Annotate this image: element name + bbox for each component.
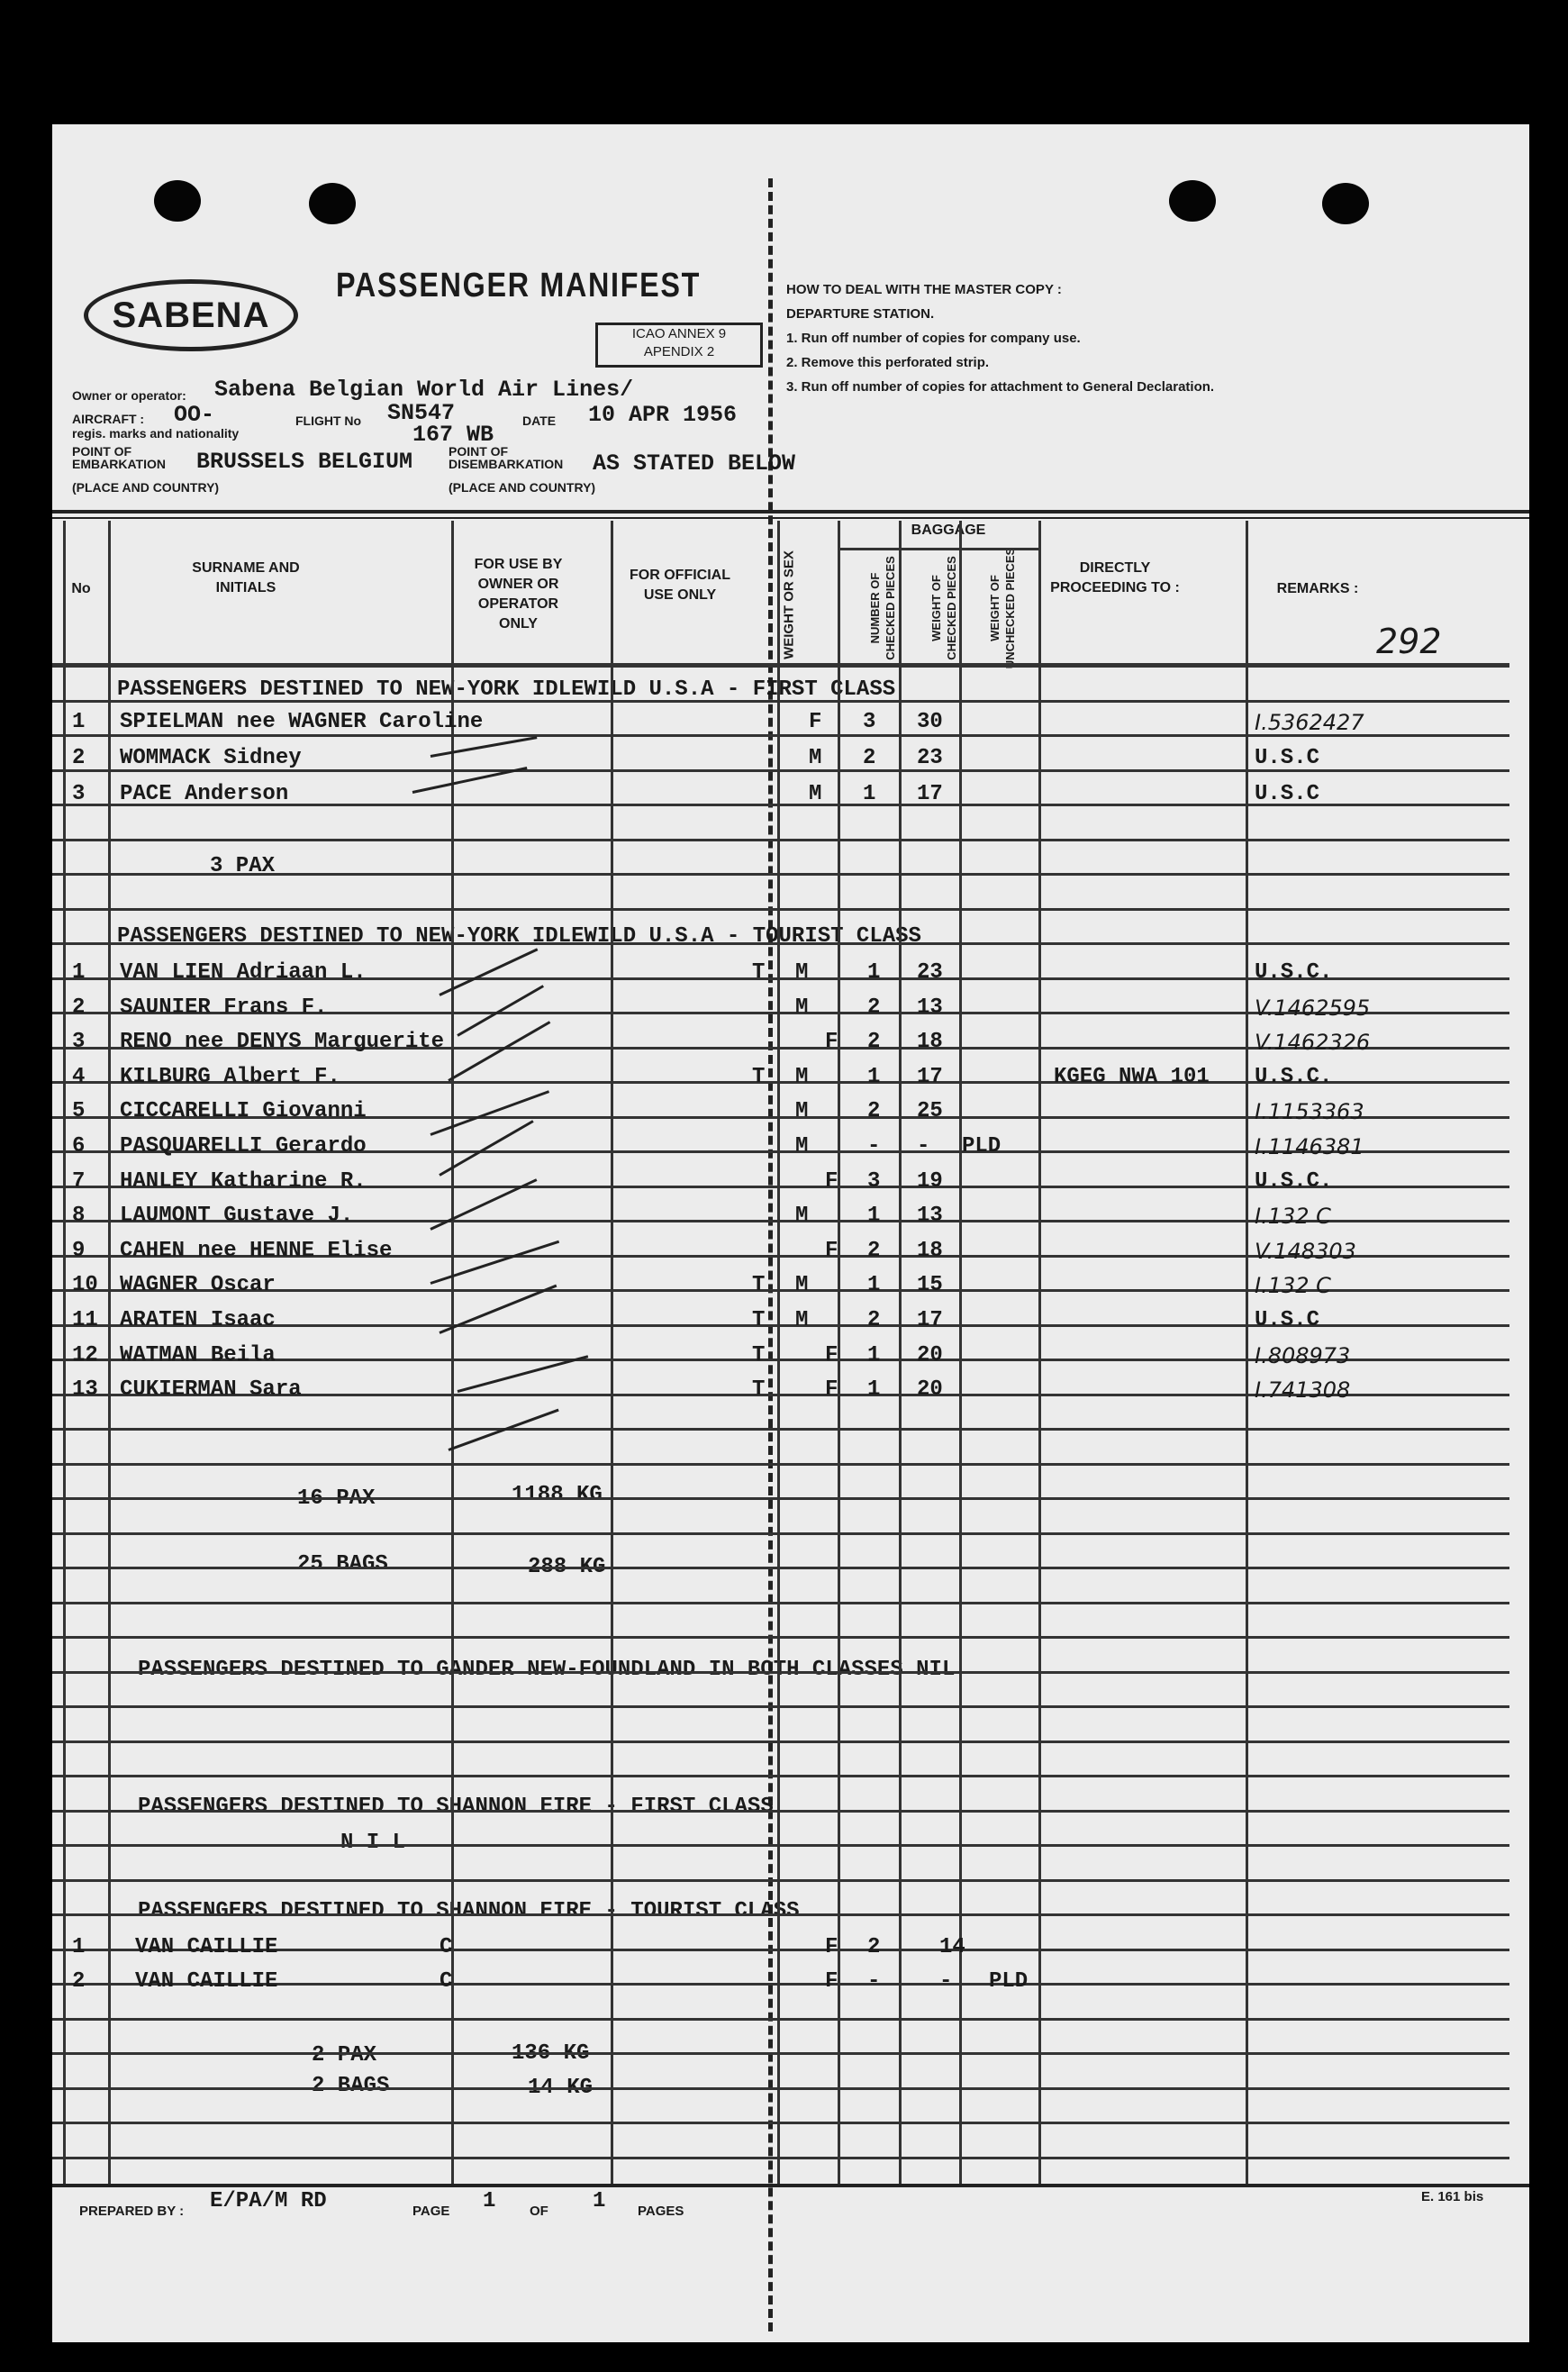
- checked-pieces: 1: [863, 782, 876, 806]
- owner-label: Owner or operator:: [72, 388, 186, 403]
- passenger-name: WAGNER Oscar: [120, 1273, 276, 1297]
- col-owner-use: FOR USE BY OWNER OR OPERATOR ONLY: [474, 557, 563, 632]
- row-line: [52, 1844, 1509, 1847]
- aircraft-value: OO-: [174, 402, 215, 428]
- row-number: 6: [72, 1134, 86, 1159]
- checked-pieces: 2: [867, 995, 881, 1020]
- row-number: 8: [72, 1204, 86, 1228]
- tourist-mark: T: [752, 1065, 766, 1089]
- shannon-total-pax-kg: 136 KG: [512, 2041, 590, 2066]
- passenger-remarks: U.S.C: [1255, 1308, 1320, 1332]
- row-line: [52, 1602, 1509, 1604]
- pages-label: PAGES: [638, 2204, 684, 2219]
- row-number: 1: [72, 960, 86, 985]
- passenger-remarks: V.1462595: [1255, 995, 1371, 1021]
- document-title: PASSENGER MANIFEST: [336, 267, 702, 304]
- passenger-initial: C: [440, 1969, 453, 1994]
- regis-label: regis. marks and nationality: [72, 426, 240, 441]
- checked-pieces: 1: [867, 1377, 881, 1402]
- passenger-name: CUKIERMAN Sara: [120, 1377, 302, 1402]
- date-label: DATE: [522, 414, 557, 428]
- row-line: [52, 1463, 1509, 1466]
- checked-weight: 17: [917, 1065, 943, 1089]
- checked-pieces: 2: [867, 1935, 881, 1959]
- col-wt-checked: WEIGHT OF CHECKED PIECES: [929, 556, 958, 660]
- tourist-mark: T: [752, 1343, 766, 1368]
- passenger-sex: M: [795, 1065, 809, 1089]
- checked-weight: 13: [917, 1204, 943, 1228]
- column-line: [777, 521, 780, 2184]
- checked-pieces: -: [867, 1134, 881, 1159]
- passenger-name: PASQUARELLI Gerardo: [120, 1134, 367, 1159]
- passenger-name: VAN LIEN Adriaan L.: [120, 960, 367, 985]
- tourist-mark: T: [752, 1273, 766, 1297]
- column-line: [1038, 521, 1041, 2184]
- row-number: 5: [72, 1099, 86, 1123]
- passenger-remarks: U.S.C.: [1255, 1065, 1333, 1089]
- tourist-mark: T: [752, 1308, 766, 1332]
- row-line: [52, 1671, 1509, 1674]
- checked-pieces: 3: [867, 1169, 881, 1194]
- checked-pieces: 1: [867, 1343, 881, 1368]
- passenger-remarks: U.S.C: [1255, 782, 1320, 806]
- row-number: 2: [72, 1969, 86, 1994]
- annex-line: ICAO ANNEX 9: [631, 326, 727, 341]
- column-line: [611, 521, 613, 2184]
- checked-pieces: 2: [867, 1099, 881, 1123]
- punch-hole: [154, 180, 201, 222]
- column-line: [838, 521, 840, 2184]
- instruction-line: HOW TO DEAL WITH THE MASTER COPY :: [786, 282, 1062, 297]
- instructions: [786, 277, 1214, 399]
- aircraft-label: AIRCRAFT :: [72, 412, 145, 426]
- row-line: [52, 1636, 1509, 1639]
- row-number: 11: [72, 1308, 98, 1332]
- row-line: [52, 2052, 1509, 2055]
- row-number: 3: [72, 1030, 86, 1054]
- passenger-name: CICCARELLI Giovanni: [120, 1099, 367, 1123]
- checked-weight: 13: [917, 995, 943, 1020]
- passenger-name: SPIELMAN nee WAGNER Caroline: [120, 710, 484, 734]
- baggage-line: [838, 548, 1038, 550]
- instruction-line: 3. Run off number of copies for attachment to General Declaration.: [786, 379, 1215, 395]
- row-line: [52, 2087, 1509, 2090]
- checked-pieces: 1: [867, 1204, 881, 1228]
- passenger-name: WATMAN Beila: [120, 1343, 276, 1368]
- row-line: [52, 2157, 1509, 2159]
- passenger-sex: M: [795, 1099, 809, 1123]
- row-number: 9: [72, 1239, 86, 1263]
- passenger-remarks: I.5362427: [1255, 710, 1364, 735]
- passenger-sex: M: [795, 1134, 809, 1159]
- passenger-remarks: I.1146381: [1255, 1134, 1364, 1159]
- shannon-total-pax: 2 PAX: [312, 2043, 377, 2068]
- of-label: OF: [530, 2204, 548, 2219]
- disembark-value: AS STATED BELOW: [593, 450, 796, 477]
- checked-weight: 23: [917, 960, 943, 985]
- passenger-sex: F: [825, 1343, 838, 1368]
- punch-hole: [1169, 180, 1216, 222]
- row-line: [52, 1810, 1509, 1813]
- section-ny-first: PASSENGERS DESTINED TO NEW-YORK IDLEWILD U.S.A - FIRST CLASS: [117, 677, 896, 702]
- row-line: [52, 1775, 1509, 1777]
- form-code: E. 161 bis: [1421, 2189, 1484, 2204]
- column-line: [899, 521, 902, 2184]
- passenger-sex: M: [795, 1204, 809, 1228]
- passenger-remarks: V.1462326: [1255, 1030, 1371, 1055]
- passenger-name: KILBURG Albert F.: [120, 1065, 340, 1089]
- row-number: 10: [72, 1273, 98, 1297]
- ny-first-total: 3 PAX: [210, 854, 276, 878]
- header-rule: [52, 517, 1529, 519]
- tourist-mark: T: [752, 960, 766, 985]
- col-directly: DIRECTLY PROCEEDING TO :: [1050, 560, 1180, 595]
- date-value: 10 APR 1956: [588, 402, 738, 428]
- row-number: 1: [72, 710, 86, 734]
- col-surname: SURNAME AND INITIALS: [192, 560, 300, 595]
- embark-sub: (PLACE AND COUNTRY): [72, 480, 220, 495]
- checked-weight: -: [939, 1969, 953, 1994]
- passenger-remarks: I.808973: [1255, 1343, 1351, 1368]
- checkmark-icon: [431, 1241, 560, 1285]
- page-label: PAGE: [412, 2204, 450, 2219]
- checked-weight: 25: [917, 1099, 943, 1123]
- passenger-remarks: I.741308: [1255, 1377, 1351, 1403]
- row-line: [52, 873, 1509, 876]
- passenger-sex: F: [825, 1935, 838, 1959]
- checkmark-icon: [431, 736, 538, 758]
- row-line: [52, 1532, 1509, 1535]
- section-shannon-first: PASSENGERS DESTINED TO SHANNON EIRE - FIRST CLASS: [138, 1795, 774, 1819]
- embark-label: POINT OF EMBARKATION: [72, 444, 166, 471]
- shannon-total-bags: 2 BAGS: [312, 2074, 390, 2098]
- row-line: [52, 1879, 1509, 1882]
- ny-total-bags-kg: 288 KG: [528, 1555, 606, 1579]
- passenger-sex: F: [825, 1969, 838, 1994]
- passenger-remarks: U.S.C: [1255, 746, 1320, 770]
- punch-hole: [309, 183, 356, 224]
- row-line: [52, 2018, 1509, 2021]
- row-number: 7: [72, 1169, 86, 1194]
- passenger-sex: M: [795, 1273, 809, 1297]
- checked-weight: 20: [917, 1377, 943, 1402]
- row-line: [52, 700, 1509, 703]
- passenger-sex: M: [809, 782, 822, 806]
- row-line: [52, 2122, 1509, 2124]
- header-rule: [52, 510, 1529, 513]
- flight-sub: 167 WB: [412, 422, 494, 448]
- checked-weight: -: [917, 1134, 930, 1159]
- passenger-sex: M: [809, 746, 822, 770]
- passenger-name: SAUNIER Frans F.: [120, 995, 328, 1020]
- instruction-line: 1. Run off number of copies for company use.: [786, 331, 1081, 346]
- annex-box: [595, 323, 763, 368]
- row-number: 13: [72, 1377, 98, 1402]
- checked-weight: 15: [917, 1273, 943, 1297]
- passenger-remarks: I.1153363: [1255, 1099, 1364, 1124]
- passenger-name: HANLEY Katharine R.: [120, 1169, 367, 1194]
- checked-pieces: 1: [867, 1065, 881, 1089]
- row-number: 1: [72, 1935, 86, 1959]
- passenger-sex: F: [825, 1030, 838, 1054]
- row-number: 2: [72, 746, 86, 770]
- col-wt-unchecked: WEIGHT OF UNCHECKED PIECES: [988, 547, 1017, 669]
- unchecked-weight: PLD: [962, 1134, 1002, 1159]
- row-line: [52, 1740, 1509, 1743]
- checked-weight: 18: [917, 1239, 943, 1263]
- flight-value: SN547: [387, 400, 456, 426]
- col-weight-sex: WEIGHT OR SEX: [781, 550, 797, 659]
- checked-weight: 30: [917, 710, 943, 734]
- passenger-sex: F: [809, 710, 822, 734]
- disembark-sub: (PLACE AND COUNTRY): [449, 480, 596, 495]
- directly-proceeding: KGEG NWA 101: [1054, 1065, 1210, 1089]
- embark-value: BRUSSELS BELGIUM: [196, 449, 413, 475]
- col-remarks: REMARKS :: [1276, 581, 1359, 596]
- passenger-sex: M: [795, 960, 809, 985]
- instruction-line: 2. Remove this perforated strip.: [786, 355, 990, 370]
- footer-rule: [52, 2184, 1529, 2187]
- manifest-sheet: [52, 124, 1529, 2342]
- passenger-name: LAUMONT Gustave J.: [120, 1204, 354, 1228]
- passenger-remarks: U.S.C.: [1255, 960, 1333, 985]
- passenger-remarks: U.S.C.: [1255, 1169, 1333, 1194]
- header-bottom-line: [52, 663, 1509, 667]
- row-line: [52, 1705, 1509, 1708]
- checked-weight: 19: [917, 1169, 943, 1194]
- prepared-label: PREPARED BY :: [79, 2204, 185, 2219]
- row-number: 3: [72, 782, 86, 806]
- row-number: 2: [72, 995, 86, 1020]
- checked-pieces: 2: [867, 1030, 881, 1054]
- checked-pieces: 2: [867, 1239, 881, 1263]
- row-line: [52, 1428, 1509, 1431]
- passenger-name: VAN CAILLIE: [135, 1969, 278, 1994]
- checked-pieces: 1: [867, 960, 881, 985]
- owner-value: Sabena Belgian World Air Lines/: [214, 377, 634, 403]
- ny-total-pax-kg: 1188 KG: [512, 1483, 603, 1507]
- passenger-name: RENO nee DENYS Marguerite: [120, 1030, 445, 1054]
- passenger-name: PACE Anderson: [120, 782, 289, 806]
- column-line: [1246, 521, 1248, 2184]
- col-num-checked: NUMBER OF CHECKED PIECES: [868, 556, 897, 660]
- checked-weight: 18: [917, 1030, 943, 1054]
- checked-pieces: 2: [867, 1308, 881, 1332]
- passenger-name: CAHEN nee HENNE Elise: [120, 1239, 393, 1263]
- section-ny-tourist: PASSENGERS DESTINED TO NEW-YORK IDLEWILD U.S.A - TOURIST CLASS: [117, 924, 921, 949]
- of-value: 1: [593, 2189, 606, 2213]
- remarks-number: 292: [1376, 622, 1442, 661]
- checked-pieces: 2: [863, 746, 876, 770]
- row-line: [52, 839, 1509, 841]
- checked-weight: 17: [917, 782, 943, 806]
- checked-weight: 20: [917, 1343, 943, 1368]
- passenger-remarks: V.148303: [1255, 1239, 1356, 1264]
- row-line: [52, 908, 1509, 911]
- passenger-sex: F: [825, 1377, 838, 1402]
- checked-weight: 23: [917, 746, 943, 770]
- checkmark-icon: [430, 1090, 549, 1136]
- sabena-logo: SABENA: [84, 279, 298, 351]
- instruction-line: DEPARTURE STATION.: [786, 306, 935, 322]
- row-line: [52, 1567, 1509, 1569]
- row-number: 12: [72, 1343, 98, 1368]
- checkmark-icon: [457, 985, 544, 1037]
- column-line: [108, 521, 111, 2184]
- prepared-value: E/PA/M RD: [210, 2189, 327, 2213]
- passenger-remarks: I.132 C: [1255, 1273, 1331, 1298]
- passenger-sex: F: [825, 1169, 838, 1194]
- flight-label: FLIGHT No: [295, 414, 362, 428]
- col-no: No: [71, 581, 91, 596]
- checked-weight: 14: [939, 1935, 965, 1959]
- ny-total-pax: 16 PAX: [297, 1486, 376, 1511]
- passenger-initial: C: [440, 1935, 453, 1959]
- page-value: 1: [483, 2189, 496, 2213]
- passenger-remarks: I.132 C: [1255, 1204, 1331, 1229]
- row-line: [52, 1913, 1509, 1916]
- col-official: FOR OFFICIAL USE ONLY: [630, 568, 730, 603]
- unchecked-weight: PLD: [989, 1969, 1029, 1994]
- row-line: [52, 1497, 1509, 1500]
- passenger-name: WOMMACK Sidney: [120, 746, 302, 770]
- annex-line: APENDIX 2: [643, 344, 715, 359]
- passenger-name: VAN CAILLIE: [135, 1935, 278, 1959]
- punch-hole: [1322, 183, 1369, 224]
- disembark-label: POINT OF DISEMBARKATION: [449, 444, 564, 471]
- passenger-sex: F: [825, 1239, 838, 1263]
- checked-pieces: -: [867, 1969, 881, 1994]
- shannon-first-nil: N I L: [340, 1831, 406, 1855]
- col-baggage: BAGGAGE: [911, 523, 986, 538]
- checked-pieces: 1: [867, 1273, 881, 1297]
- row-line: [52, 942, 1509, 945]
- section-shannon-tourist: PASSENGERS DESTINED TO SHANNON EIRE - TOURIST CLASS: [138, 1899, 800, 1923]
- ny-total-bags: 25 BAGS: [297, 1552, 388, 1577]
- checked-weight: 17: [917, 1308, 943, 1332]
- section-gander: PASSENGERS DESTINED TO GANDER NEW-FOUNDLAND IN BOTH CLASSES NIL: [138, 1658, 956, 1682]
- tourist-mark: T: [752, 1377, 766, 1402]
- row-number: 4: [72, 1065, 86, 1089]
- column-line: [63, 521, 66, 2184]
- passenger-sex: M: [795, 1308, 809, 1332]
- shannon-total-bags-kg: 14 KG: [528, 2076, 594, 2100]
- passenger-sex: M: [795, 995, 809, 1020]
- checked-pieces: 3: [863, 710, 876, 734]
- passenger-name: ARATEN Isaac: [120, 1308, 276, 1332]
